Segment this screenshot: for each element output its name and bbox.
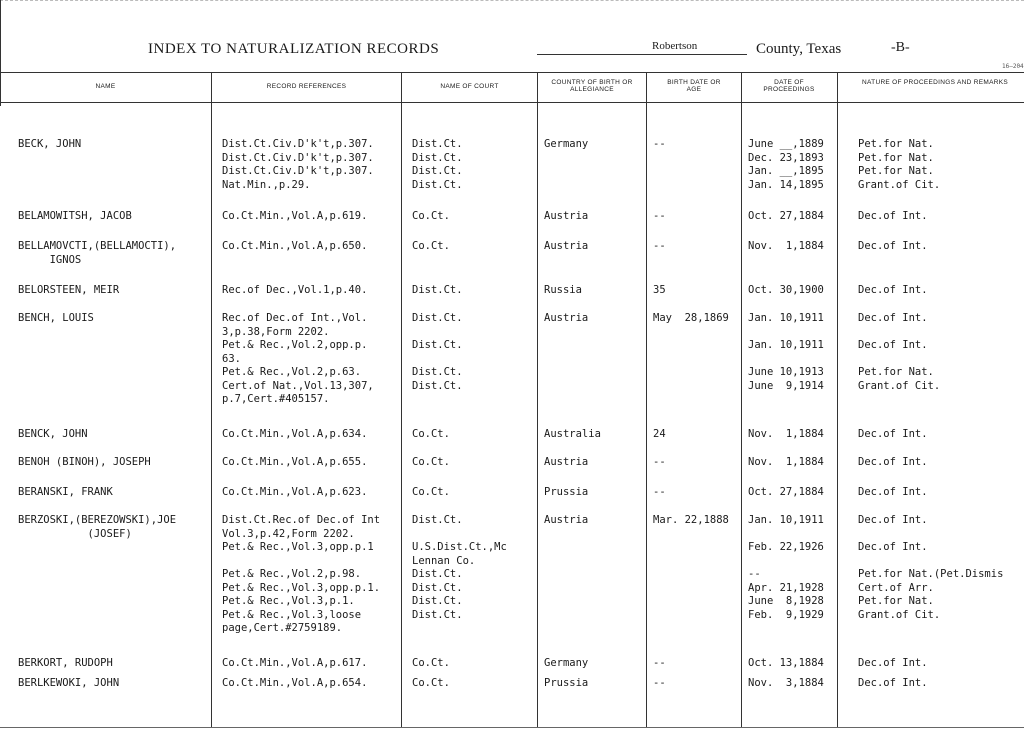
top-edge xyxy=(0,0,1024,7)
cell-name: BERANSKI, FRANK xyxy=(18,486,113,498)
county-name: Robertson xyxy=(652,40,698,52)
table-bottom-rule xyxy=(0,727,1024,728)
cell-court: Dist.Ct. Dist.Ct. Dist.Ct. Dist.Ct. xyxy=(412,312,463,392)
column-header-date: DATE OF PROCEEDINGS xyxy=(763,79,815,93)
table-top-rule xyxy=(0,72,1024,73)
cell-record: Rec.of Dec.,Vol.1,p.40. xyxy=(222,284,368,296)
cell-nature: Dec.of Int. Dec.of Int. Pet.for Nat. Grant.of Cit. xyxy=(858,312,941,392)
county-underline xyxy=(537,54,747,55)
column-divider xyxy=(537,72,538,727)
cell-country: Austria xyxy=(544,312,589,324)
left-edge-rule xyxy=(0,0,1,106)
cell-record: Co.Ct.Min.,Vol.A,p.623. xyxy=(222,486,368,498)
header-bottom-rule xyxy=(0,102,1024,103)
cell-birth: -- xyxy=(653,486,666,498)
cell-birth: Mar. 22,1888 xyxy=(653,514,729,526)
cell-record: Dist.Ct.Rec.of Dec.of Int Vol.3,p.42,Form 2202. Pet.& Rec.,Vol.3,opp.p.1 Pet.& Rec.,Vol.2,p.98. Pet.& Rec.,Vol.3,opp.p.1. Pet.& Rec.,Vol.3,p.1. Pet.& Rec.,Vol.3,loose page,Cert.#2759189. xyxy=(222,514,381,634)
cell-date: Nov. 3,1884 xyxy=(748,677,824,689)
cell-name: BELLAMOVCTI,(BELLAMOCTI), IGNOS xyxy=(18,240,177,266)
column-header-court: NAME OF COURT xyxy=(440,83,499,90)
cell-birth: -- xyxy=(653,677,666,689)
cell-date: Jan. 10,1911 Jan. 10,1911 June 10,1913 June 9,1914 xyxy=(748,312,824,392)
cell-record: Co.Ct.Min.,Vol.A,p.619. xyxy=(222,210,368,222)
cell-name: BELORSTEEN, MEIR xyxy=(18,284,120,296)
column-divider xyxy=(646,72,647,727)
cell-date: Oct. 30,1900 xyxy=(748,284,824,296)
cell-name: BENCK, JOHN xyxy=(18,428,88,440)
cell-date: Nov. 1,1884 xyxy=(748,428,824,440)
cell-date: June __,1889 Dec. 23,1893 Jan. __,1895 Jan. 14,1895 xyxy=(748,138,824,191)
cell-date: Oct. 13,1884 xyxy=(748,657,824,669)
cell-nature: Dec.of Int. xyxy=(858,657,928,669)
cell-name: BERKORT, RUDOPH xyxy=(18,657,113,669)
cell-court: Co.Ct. xyxy=(412,210,450,222)
cell-date: Oct. 27,1884 xyxy=(748,486,824,498)
cell-nature: Dec.of Int. xyxy=(858,677,928,689)
cell-birth: -- xyxy=(653,210,666,222)
cell-country: Austria xyxy=(544,210,589,222)
cell-date: Oct. 27,1884 xyxy=(748,210,824,222)
cell-record: Co.Ct.Min.,Vol.A,p.650. xyxy=(222,240,368,252)
cell-court: Co.Ct. xyxy=(412,428,450,440)
cell-country: Prussia xyxy=(544,486,589,498)
column-header-birth: BIRTH DATE OR AGE xyxy=(667,79,721,93)
cell-birth: 24 xyxy=(653,428,666,440)
cell-record: Co.Ct.Min.,Vol.A,p.654. xyxy=(222,677,368,689)
cell-birth: -- xyxy=(653,456,666,468)
form-number: 16—204 xyxy=(1002,63,1024,70)
cell-name: BELAMOWITSH, JACOB xyxy=(18,210,132,222)
cell-record: Rec.of Dec.of Int.,Vol. 3,p.38,Form 2202. Pet.& Rec.,Vol.2,opp.p. 63. Pet.& Rec.,Vol.2,p.63. Cert.of Nat.,Vol.13,307, p.7,Cert.#405157. xyxy=(222,312,374,405)
cell-birth: -- xyxy=(653,657,666,669)
page-title: INDEX TO NATURALIZATION RECORDS xyxy=(148,41,440,57)
sheet-letter: -B- xyxy=(891,40,910,55)
cell-nature: Dec.of Int. xyxy=(858,486,928,498)
cell-nature: Pet.for Nat. Pet.for Nat. Pet.for Nat. Grant.of Cit. xyxy=(858,138,941,191)
cell-birth: May 28,1869 xyxy=(653,312,729,324)
cell-country: Australia xyxy=(544,428,601,440)
cell-record: Co.Ct.Min.,Vol.A,p.617. xyxy=(222,657,368,669)
cell-country: Prussia xyxy=(544,677,589,689)
column-divider xyxy=(401,72,402,727)
cell-record: Dist.Ct.Civ.D'k't,p.307. Dist.Ct.Civ.D'k't,p.307. Dist.Ct.Civ.D'k't,p.307. Nat.Min.,p.29. xyxy=(222,138,374,191)
cell-name: BECK, JOHN xyxy=(18,138,82,150)
cell-country: Austria xyxy=(544,240,589,252)
cell-court: Co.Ct. xyxy=(412,486,450,498)
county-label: County, Texas xyxy=(756,41,842,57)
cell-nature: Dec.of Int. xyxy=(858,456,928,468)
cell-court: Co.Ct. xyxy=(412,677,450,689)
cell-court: Dist.Ct. U.S.Dist.Ct.,Mc Lennan Co. Dist.Ct. Dist.Ct. Dist.Ct. Dist.Ct. xyxy=(412,514,507,621)
cell-date: Jan. 10,1911 Feb. 22,1926 -- Apr. 21,1928 June 8,1928 Feb. 9,1929 xyxy=(748,514,824,621)
cell-court: Dist.Ct. xyxy=(412,284,463,296)
cell-nature: Dec.of Int. xyxy=(858,210,928,222)
cell-court: Dist.Ct. Dist.Ct. Dist.Ct. Dist.Ct. xyxy=(412,138,463,191)
column-header-name: NAME xyxy=(95,83,116,90)
cell-court: Co.Ct. xyxy=(412,456,450,468)
cell-nature: Dec.of Int. xyxy=(858,284,928,296)
cell-nature: Dec.of Int. xyxy=(858,240,928,252)
cell-date: Nov. 1,1884 xyxy=(748,456,824,468)
cell-birth: -- xyxy=(653,240,666,252)
column-header-country: COUNTRY OF BIRTH OR ALLEGIANCE xyxy=(551,79,633,93)
column-header-nature: NATURE OF PROCEEDINGS AND REMARKS xyxy=(862,79,1008,86)
cell-date: Nov. 1,1884 xyxy=(748,240,824,252)
column-header-record: RECORD REFERENCES xyxy=(266,83,347,90)
cell-country: Germany xyxy=(544,657,589,669)
cell-country: Germany xyxy=(544,138,589,150)
cell-nature: Dec.of Int. Dec.of Int. Pet.for Nat.(Pet.Dismis Cert.of Arr. Pet.for Nat. Grant.of Cit. xyxy=(858,514,1004,621)
column-divider xyxy=(211,72,212,727)
cell-birth: 35 xyxy=(653,284,666,296)
cell-name: BENOH (BINOH), JOSEPH xyxy=(18,456,151,468)
cell-name: BERZOSKI,(BEREZOWSKI),JOE (JOSEF) xyxy=(18,514,177,540)
cell-name: BENCH, LOUIS xyxy=(18,312,94,324)
cell-record: Co.Ct.Min.,Vol.A,p.634. xyxy=(222,428,368,440)
cell-country: Austria xyxy=(544,456,589,468)
cell-birth: -- xyxy=(653,138,666,150)
cell-nature: Dec.of Int. xyxy=(858,428,928,440)
column-divider xyxy=(741,72,742,727)
cell-record: Co.Ct.Min.,Vol.A,p.655. xyxy=(222,456,368,468)
cell-country: Austria xyxy=(544,514,589,526)
cell-name: BERLKEWOKI, JOHN xyxy=(18,677,120,689)
cell-country: Russia xyxy=(544,284,582,296)
cell-court: Co.Ct. xyxy=(412,657,450,669)
cell-court: Co.Ct. xyxy=(412,240,450,252)
